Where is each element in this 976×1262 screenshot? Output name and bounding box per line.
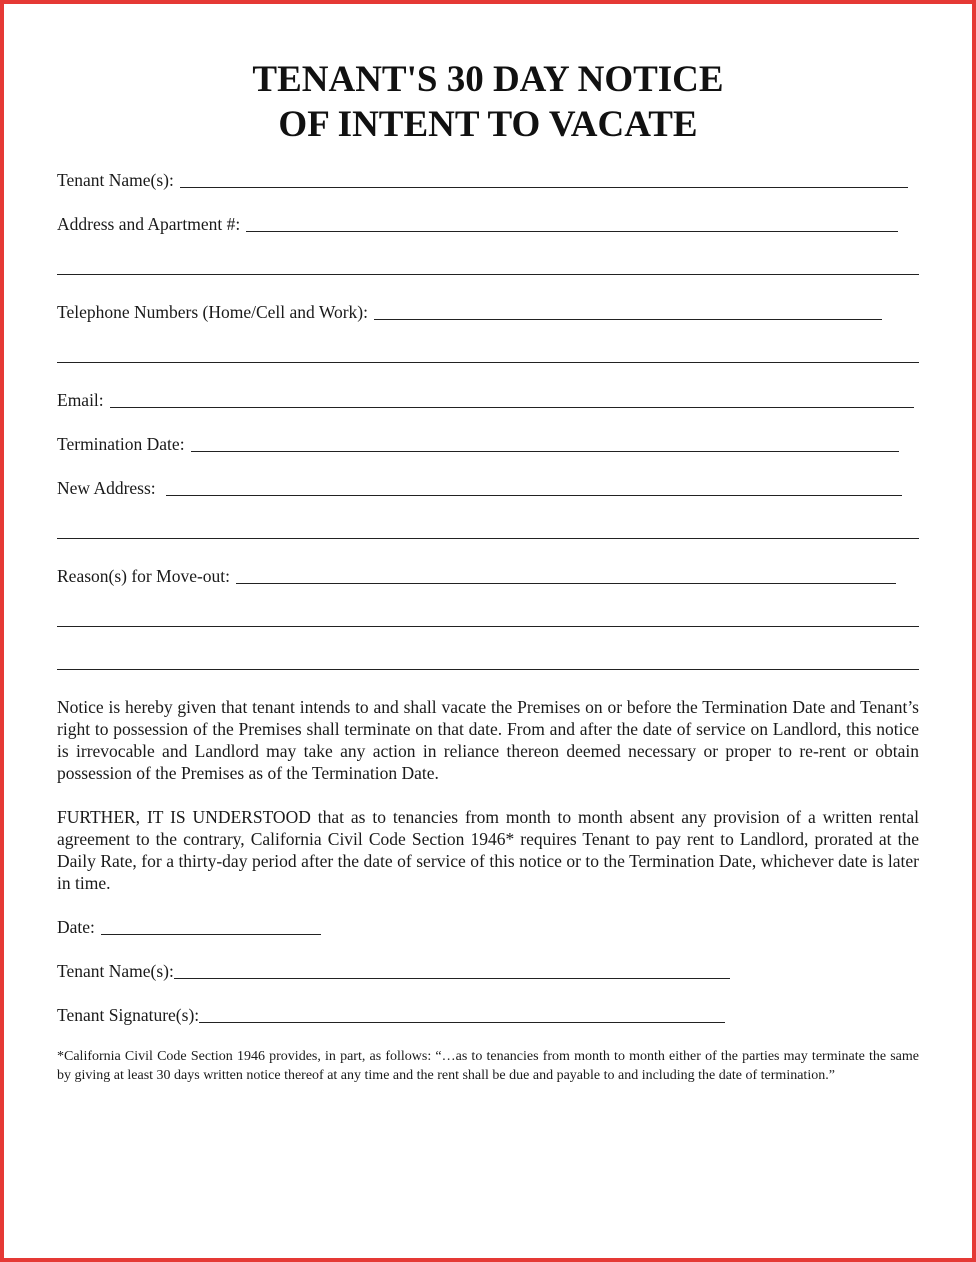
telephone-label: Telephone Numbers (Home/Cell and Work): — [57, 302, 368, 322]
tenant-names-blank[interactable] — [180, 169, 908, 188]
reasons-blank[interactable] — [236, 565, 896, 584]
address-blank[interactable] — [246, 213, 898, 232]
date-label: Date: — [57, 917, 95, 937]
footnote: *California Civil Code Section 1946 provides, in part, as follows: “…as to tenancies from month to month either of the parties may terminate the same by giving at least 30 days written notice thereof at any time and the rent shall be due and payable to and including the date of termination.” — [57, 1049, 919, 1083]
email-blank[interactable] — [110, 389, 914, 408]
reasons-label: Reason(s) for Move-out: — [57, 566, 231, 586]
reasons-field — [57, 563, 896, 587]
date-blank[interactable] — [101, 916, 321, 935]
signature-tenant-names-field — [57, 958, 730, 982]
signature-tenant-names-label: Tenant Name(s): — [57, 961, 174, 981]
date-field — [57, 914, 321, 938]
reasons-extra-line-2[interactable] — [57, 669, 919, 670]
telephone-blank[interactable] — [374, 301, 882, 320]
address-extra-line[interactable] — [57, 274, 919, 275]
notice-paragraph: Notice is hereby given that tenant intends to and shall vacate the Premises on or before the Termination Date and Tenant’s right to possession of the Premises shall terminate on that date. From and after the date of service on Landlord, this notice is irrevocable and Landlord may take any action in reliance thereon deemed necessary or proper to re-rent or obtain possession of the Premises as of the Termination Date. — [57, 697, 919, 783]
further-paragraph: FURTHER, IT IS UNDERSTOOD that as to tenancies from month to month absent any provision of a written rental agreement to the contrary, California Civil Code Section 1946* requires Tenant to pay rent to Landlord, prorated at the Daily Rate, for a thirty-day period after the date of service of this notice or to the Termination Date, whichever date is later in time. — [57, 807, 919, 893]
tenant-names-label: Tenant Name(s): — [57, 170, 174, 190]
tenant-signatures-field — [57, 1002, 725, 1026]
address-label: Address and Apartment #: — [57, 214, 241, 234]
telephone-extra-line[interactable] — [57, 362, 919, 363]
tenant-signatures-blank[interactable] — [199, 1004, 725, 1023]
new-address-extra-line[interactable] — [57, 538, 919, 539]
reasons-extra-line-1[interactable] — [57, 626, 919, 627]
email-field — [57, 387, 914, 411]
signature-tenant-names-blank[interactable] — [174, 960, 730, 979]
new-address-blank[interactable] — [166, 477, 902, 496]
title-line-1: TENANT'S 30 DAY NOTICE — [252, 59, 724, 100]
termination-date-field — [57, 431, 899, 455]
new-address-label: New Address: — [57, 478, 156, 498]
address-field — [57, 211, 898, 235]
telephone-field — [57, 299, 882, 323]
title-line-2: OF INTENT TO VACATE — [278, 104, 698, 145]
tenant-names-field — [57, 167, 908, 191]
new-address-field — [57, 475, 902, 499]
email-label: Email: — [57, 390, 104, 410]
termination-date-label: Termination Date: — [57, 434, 185, 454]
tenant-signatures-label: Tenant Signature(s): — [57, 1005, 200, 1025]
termination-date-blank[interactable] — [191, 433, 899, 452]
